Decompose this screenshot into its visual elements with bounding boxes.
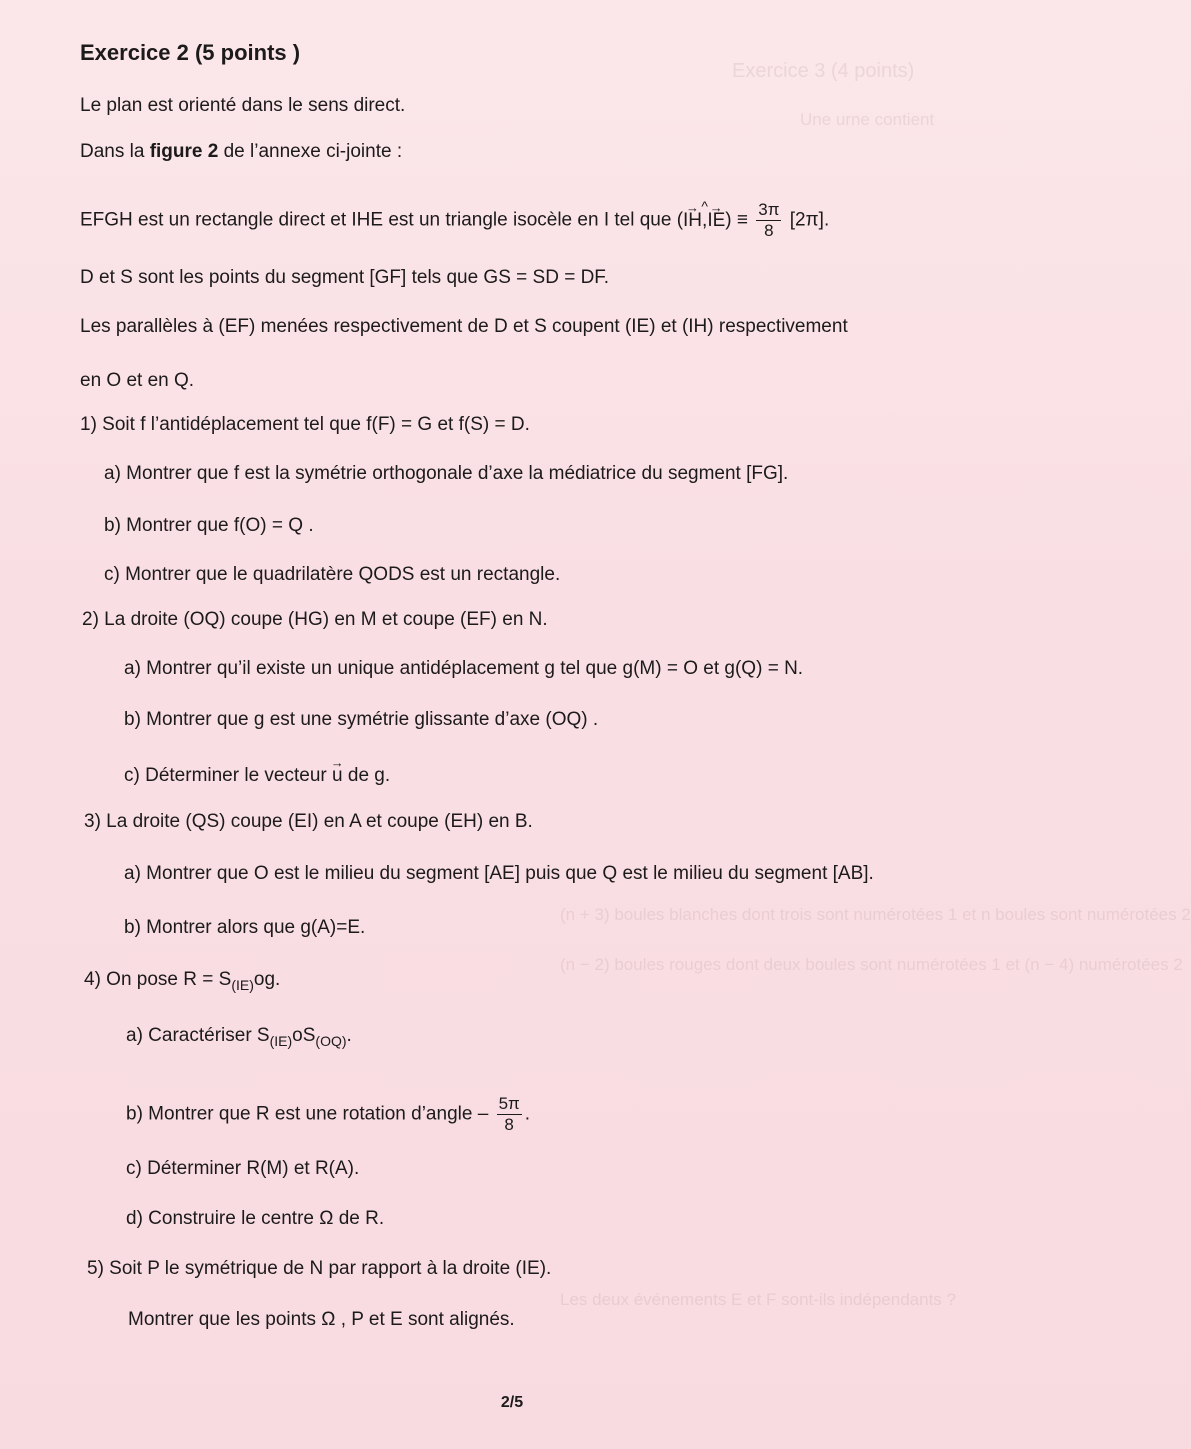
- question-4c: c) Déterminer R(M) et R(A).: [126, 1158, 360, 1179]
- question-1c: c) Montrer que le quadrilatère QODS est un rectangle.: [104, 564, 561, 585]
- vector-ih: → IH: [683, 209, 702, 233]
- question-3a: a) Montrer que O est le milieu du segment [AE] puis que Q est le milieu du segment [AB].: [124, 863, 874, 884]
- question-5-sub: Montrer que les points Ω , P et E sont alignés.: [128, 1309, 515, 1330]
- figure-reference: figure 2: [149, 141, 219, 162]
- fraction-5pi-8: $\frac{5\pi}{8}$: [498, 1094, 520, 1134]
- question-3b: b) Montrer alors que g(A)=E.: [124, 917, 366, 938]
- question-1a: a) Montrer que f est la symétrie orthogonale d’axe la médiatrice du segment [FG].: [104, 463, 789, 484]
- question-4a: a) Caractériser $S_{(IE)}oS_{(OQ)}$.: [126, 1025, 352, 1049]
- question-1: 1) Soit f l’antidéplacement tel que f(F) = G et f(S) = D.: [80, 414, 530, 435]
- bleed-through-text: (n − 2) boules rouges dont deux boules sont numérotées 1 et (n − 4) numérotées 2: [560, 955, 1183, 974]
- exercise-title: Exercice 2 (5 points ): [80, 40, 301, 65]
- question-2a: a) Montrer qu’il existe un unique antidéplacement g tel que g(M) = O et g(Q) = N.: [124, 658, 804, 679]
- intro-line: D et S sont les points du segment [GF] tels que GS = SD = DF.: [80, 267, 610, 288]
- fraction-3pi-8: $\frac{3\pi}{8}$: [758, 200, 780, 240]
- intro-line: en O et en Q.: [80, 370, 195, 391]
- bleed-through-text: Les deux événements E et F sont-ils indépendants ?: [560, 1290, 956, 1309]
- question-2b: b) Montrer que g est une symétrie glissante d’axe (OQ) .: [124, 709, 599, 730]
- question-4: 4) On pose $R = S_{(IE)}og$.: [84, 969, 281, 993]
- intro-line: Le plan est orienté dans le sens direct.: [80, 95, 406, 116]
- bleed-through-text: Exercice 3 (4 points): [732, 60, 915, 82]
- bleed-through-text: Une urne contient: [800, 110, 935, 129]
- question-2c: c) Déterminer le vecteur → u de g.: [124, 764, 390, 788]
- vector-u: → u: [332, 764, 343, 788]
- intro-line-angle: EFGH est un rectangle direct et IHE est un triangle isocèle en I tel que (→ IH, ^ → IE) ≡ $\frac{3\pi}{8}$ [2π].: [80, 200, 829, 241]
- intro-line: Dans la figure 2 de l’annexe ci-jointe :: [80, 141, 403, 162]
- question-2: 2) La droite (OQ) coupe (HG) en M et coupe (EF) en N.: [82, 609, 548, 630]
- page-number: 2/5: [500, 1394, 524, 1411]
- question-4d: d) Construire le centre Ω de R.: [126, 1208, 385, 1229]
- question-4b: b) Montrer que R est une rotation d’angle – $\frac{5\pi}{8}$ .: [126, 1094, 531, 1134]
- question-5: 5) Soit P le symétrique de N par rapport à la droite (IE).: [87, 1258, 552, 1279]
- intro-line: Les parallèles à (EF) menées respectivement de D et S coupent (IE) et (IH) respectivement: [80, 316, 848, 337]
- question-1b: b) Montrer que f(O) = Q .: [104, 515, 314, 536]
- question-3: 3) La droite (QS) coupe (EI) en A et coupe (EH) en B.: [84, 811, 533, 832]
- angle-hat: , ^: [701, 197, 708, 231]
- vector-ie: → IE: [707, 209, 725, 233]
- bleed-through-text: (n + 3) boules blanches dont trois sont numérotées 1 et n boules sont numérotées 2: [560, 905, 1191, 924]
